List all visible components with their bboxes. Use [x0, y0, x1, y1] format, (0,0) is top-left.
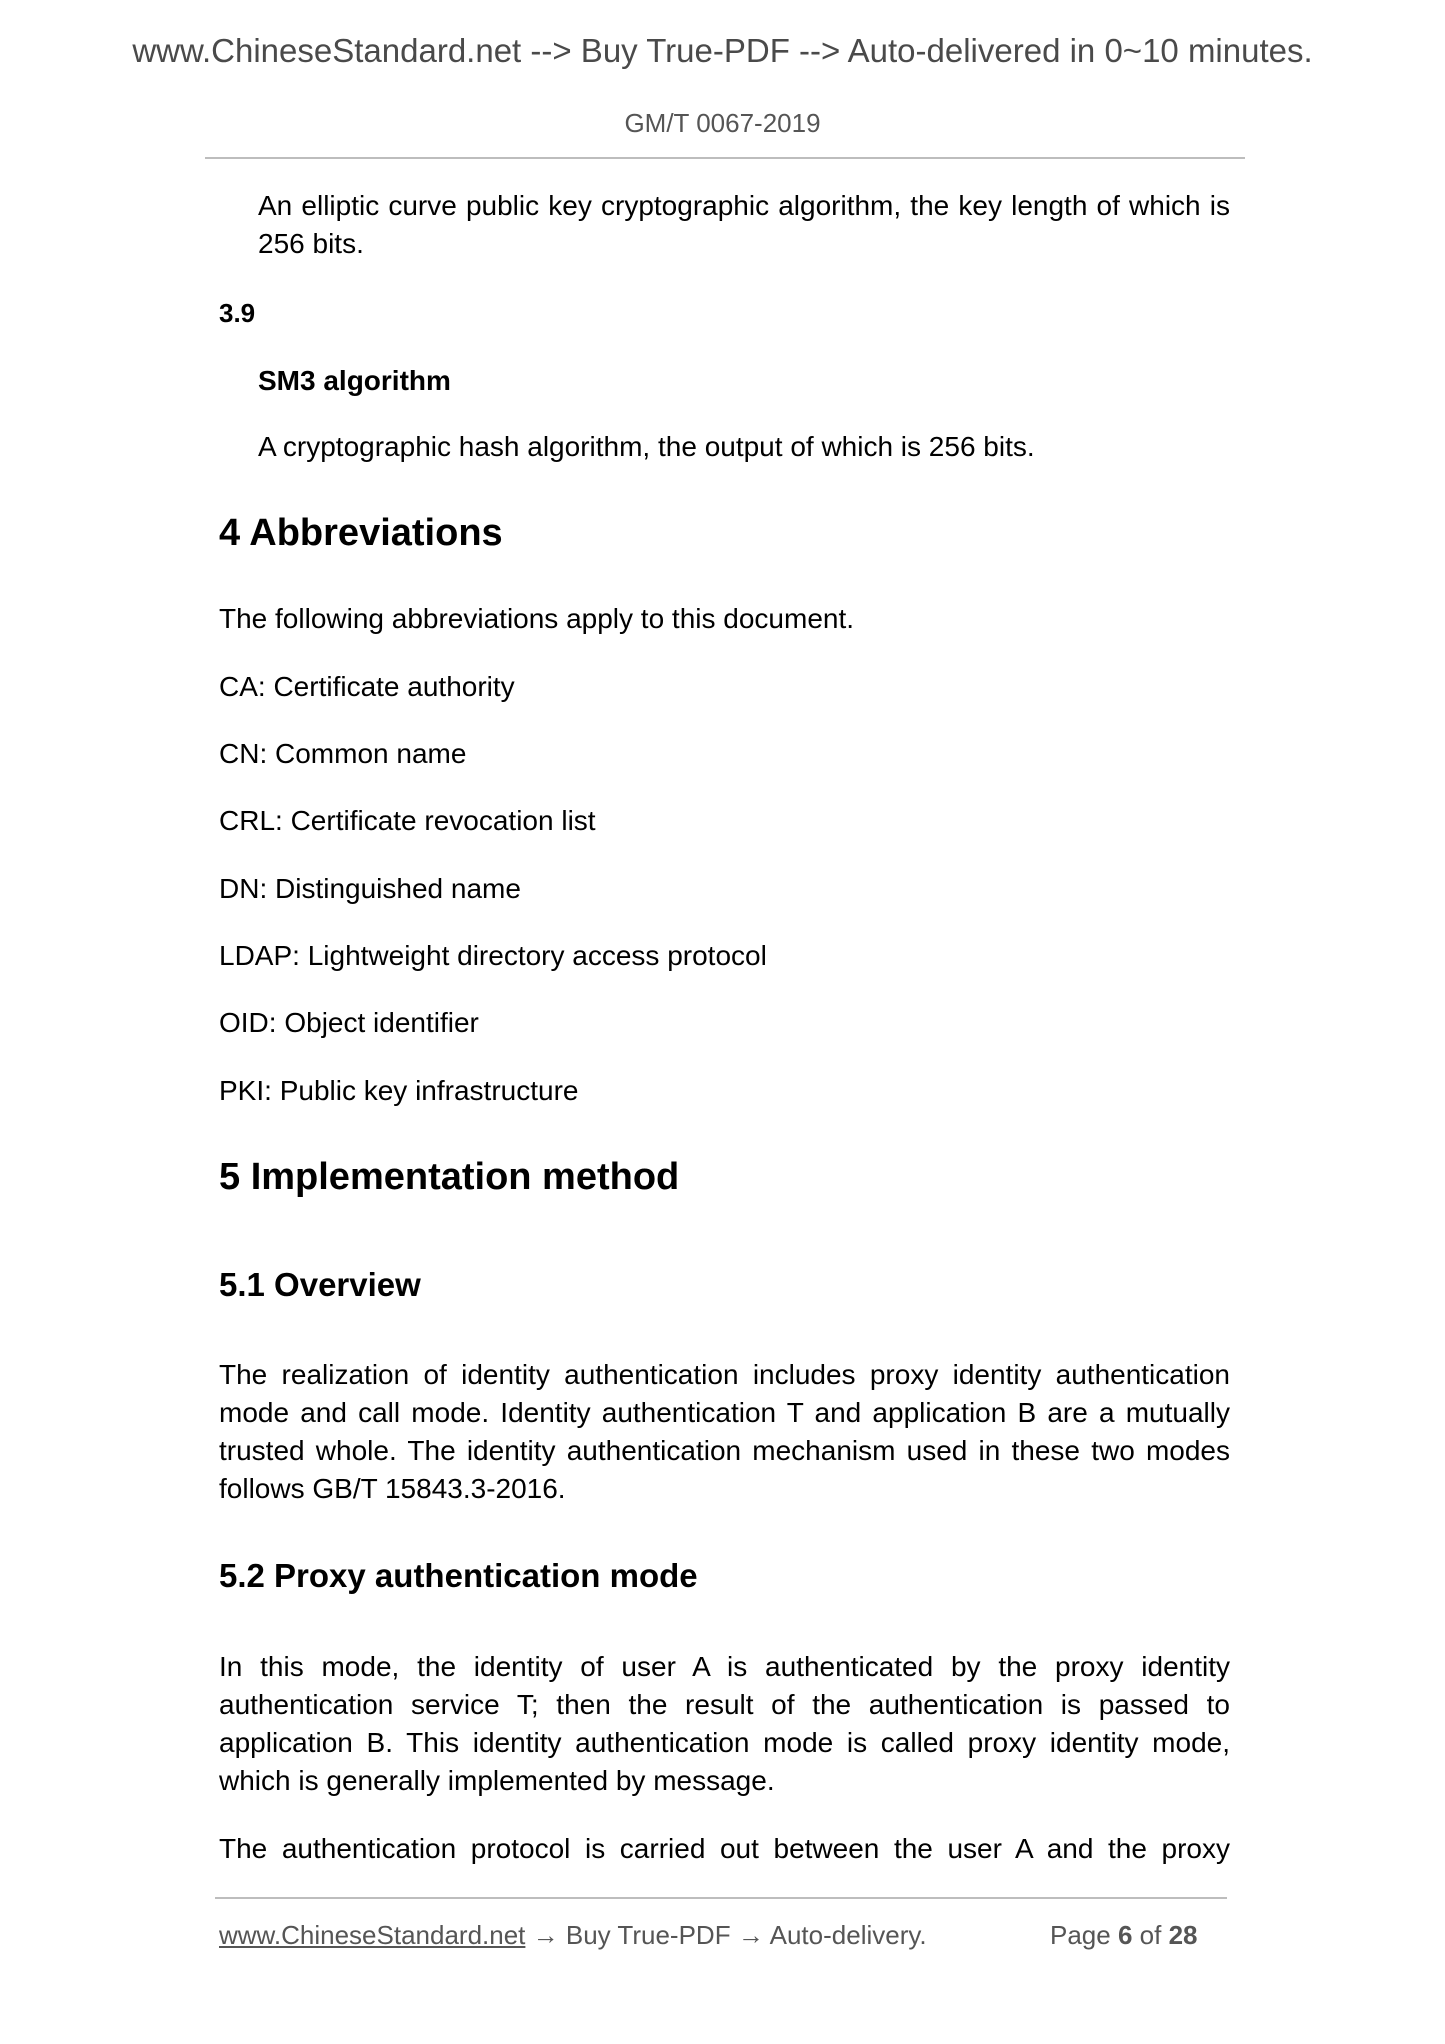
term-3-9-definition: A cryptographic hash algorithm, the output of which is 256 bits.	[258, 431, 1035, 462]
arrow-right-icon: →	[737, 1920, 764, 1950]
section-5-1-paragraph: The realization of identity authentication includes proxy identity authentication mode and call mode. Identity authentication T and application B are a mutually trusted whole. The identity authentication mechanism used in these two modes follows GB/T 15843.3-2016.	[219, 1359, 1230, 1504]
term-3-9-name: SM3 algorithm	[258, 365, 451, 396]
footer-divider	[215, 1897, 1227, 1899]
footer-delivery-text: Auto-delivery.	[769, 1920, 927, 1950]
abbreviation-item: CA: Certificate authority	[219, 671, 515, 702]
page-label: Page	[1050, 1920, 1111, 1950]
footer-promo	[219, 1920, 927, 1951]
page-total: 28	[1168, 1920, 1198, 1950]
site-banner: www.ChineseStandard.net --> Buy True-PDF --> Auto-delivered in 0~10 minutes.	[132, 32, 1313, 69]
section-5-heading: 5 Implementation method	[219, 1156, 680, 1198]
section-5-2-heading: 5.2 Proxy authentication mode	[219, 1557, 698, 1594]
page-of-label: of	[1139, 1920, 1162, 1950]
term-3-9-number: 3.9	[219, 298, 256, 328]
abbreviation-item: CN: Common name	[219, 738, 467, 769]
section-5-1-heading: 5.1 Overview	[219, 1266, 421, 1303]
abbreviation-item: LDAP: Lightweight directory access protocol	[219, 940, 767, 971]
abbreviation-item: CRL: Certificate revocation list	[219, 805, 596, 836]
page-indicator	[1050, 1920, 1198, 1951]
abbreviation-item: DN: Distinguished name	[219, 873, 521, 904]
section-5-2-paragraph-1: In this mode, the identity of user A is authenticated by the proxy identity authentication service T; then the result of the authentication is passed to application B. This identity authentication mode is called proxy identity mode, which is generally implemented by message.	[219, 1651, 1230, 1796]
section-4-intro: The following abbreviations apply to this document.	[219, 603, 855, 634]
header-divider	[205, 157, 1245, 159]
section-4-heading: 4 Abbreviations	[219, 512, 503, 554]
abbreviation-item: OID: Object identifier	[219, 1007, 479, 1038]
definition-3-8-text: An elliptic curve public key cryptographic algorithm, the key length of which is 256 bits.	[258, 190, 1230, 259]
abbreviation-item: PKI: Public key infrastructure	[219, 1075, 579, 1106]
section-5-2-paragraph-2: The authentication protocol is carried out between the user A and the proxy	[219, 1833, 1230, 1864]
document-number: GM/T 0067-2019	[624, 108, 821, 138]
arrow-right-icon: →	[532, 1920, 559, 1950]
footer-buy-text: Buy True-PDF	[565, 1920, 731, 1950]
footer-site-link[interactable]: www.ChineseStandard.net	[219, 1920, 526, 1950]
page-current: 6	[1117, 1920, 1133, 1950]
